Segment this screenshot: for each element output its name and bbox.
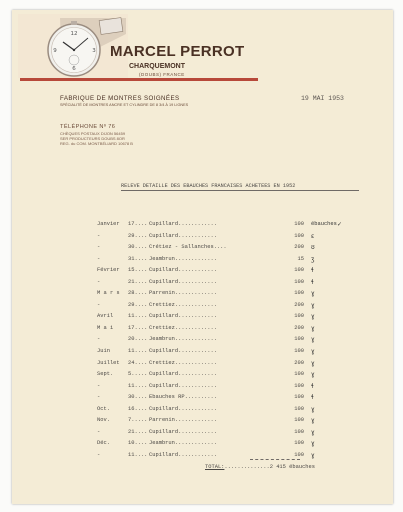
row-quantity: 100 (294, 221, 304, 227)
row-supplier: Crettiez............. (149, 359, 217, 366)
row-day: 29.... (128, 232, 148, 239)
company-town: CHARQUEMONT (129, 63, 185, 70)
row-quantity: 100 (294, 336, 304, 343)
row-supplier: Cupillard............ (149, 232, 217, 239)
row-month: - (97, 232, 101, 239)
row-month: - (97, 428, 101, 435)
row-month: - (97, 255, 101, 262)
contact-block (60, 124, 133, 147)
row-day: 11.... (128, 313, 148, 320)
row-quantity: 100 (294, 348, 304, 355)
row-supplier: Cupillard............ (149, 405, 217, 412)
document-title: RELEVE DETAILLE DES EBAUCHES FRANCAISES ACHETEES EN 1952 (121, 183, 296, 189)
letter-sheet (12, 10, 393, 504)
check-mark-icon: ɣ (311, 405, 315, 413)
total-separator (250, 459, 300, 460)
check-mark-icon: ɬ (311, 267, 314, 275)
svg-text:9: 9 (53, 48, 57, 54)
check-mark-icon: ɬ (311, 394, 314, 402)
contact-line: SER PRODUCTEURS DOUBS 8OR (60, 136, 125, 142)
row-supplier: Crettiez............. (149, 301, 217, 308)
row-supplier: Cupillard............ (149, 348, 217, 355)
row-day: 7..... (128, 417, 148, 424)
row-day: 21.... (128, 278, 148, 285)
row-month: - (97, 451, 101, 458)
row-day: 17.... (128, 324, 148, 331)
row-supplier: Cupillard............ (149, 278, 217, 285)
company-description: FABRIQUE DE MONTRES SOIGNÉES (60, 95, 180, 102)
letterhead-divider (20, 78, 258, 81)
row-month: - (97, 336, 101, 343)
total-label: TOTAL: (205, 464, 225, 470)
title-underline (121, 190, 359, 191)
row-supplier: Parrenin............. (149, 290, 217, 297)
row-month: Février (97, 267, 120, 274)
row-day: 20.... (128, 336, 148, 343)
row-month: Avril (97, 313, 114, 320)
company-speciality: SPÉCIALITÉ DE MONTRES ANCRE ET CYLINDRE DE 8 3/4 À 19 LIGNES (60, 103, 189, 107)
row-month: Janvier (97, 221, 120, 227)
row-quantity: 100 (294, 382, 304, 389)
check-mark-icon: ɣ (311, 417, 315, 425)
row-day: 30.... (128, 394, 148, 401)
row-month: - (97, 394, 101, 401)
row-quantity: 15 (297, 255, 304, 262)
row-month: Déc. (97, 440, 110, 447)
row-quantity: 200 (294, 301, 304, 308)
row-quantity: 100 (294, 278, 304, 285)
company-brand-name: MARCEL PERROT (110, 43, 245, 60)
row-quantity: 100 (294, 290, 304, 297)
row-day: 11.... (128, 451, 148, 458)
row-supplier: Cupillard............ (149, 267, 217, 274)
check-mark-icon: ɣ (311, 359, 315, 367)
row-month: Nov. (97, 417, 110, 424)
row-quantity: 100 (294, 440, 304, 447)
check-mark-icon: ɣ (311, 428, 315, 436)
row-day: 17.... (128, 221, 148, 227)
company-region: (DOUBS) FRANCE (139, 72, 185, 77)
row-month: M a r s (97, 290, 120, 297)
svg-text:3: 3 (92, 48, 96, 54)
check-mark-icon: ɣ (311, 451, 315, 459)
row-month: - (97, 301, 101, 308)
row-month: - (97, 244, 101, 251)
check-mark-icon: ɬ (311, 382, 314, 390)
check-mark-icon: ɣ (311, 336, 315, 344)
row-quantity: 200 (294, 359, 304, 366)
row-supplier: Ebauches RP.......... (149, 394, 217, 401)
row-month: Sept. (97, 371, 114, 378)
total-value: 2 415 ébauches (269, 464, 316, 470)
row-day: 16.... (128, 405, 148, 412)
row-supplier: Crétiez - Sallanches.... (149, 244, 227, 251)
row-day: 28.... (128, 290, 148, 297)
check-mark-icon: ɣ (311, 371, 315, 379)
row-quantity: 100 (294, 313, 304, 320)
row-supplier: Jeambrun............. (149, 255, 217, 262)
svg-text:12: 12 (70, 31, 78, 37)
row-month: Oct. (97, 405, 110, 412)
row-quantity: 200 (294, 244, 304, 251)
check-mark-icon: ɣ (311, 313, 315, 321)
row-supplier: Jeambrun............. (149, 336, 217, 343)
row-quantity: 100 (294, 371, 304, 378)
check-mark-icon: ɬ (311, 278, 314, 286)
check-mark-icon: ɣ (311, 348, 315, 356)
row-day: 31.... (128, 255, 148, 262)
contact-line: REG. du COM. MONTBÉLIARD 10678 B (60, 141, 133, 147)
row-quantity: 200 (294, 324, 304, 331)
row-quantity: 100 (294, 451, 304, 458)
row-supplier: Jeambrun............. (149, 440, 217, 447)
check-mark-icon: ɛ (311, 232, 315, 240)
row-month: Juillet (97, 359, 120, 366)
row-month: Juin (97, 348, 110, 355)
row-quantity: 100 (294, 267, 304, 274)
row-supplier: Cupillard............ (149, 382, 217, 389)
check-mark-icon: ɣ (311, 301, 315, 309)
row-day: 11.... (128, 382, 148, 389)
check-mark-icon: ɣ (311, 440, 315, 448)
row-day: 5..... (128, 371, 148, 378)
row-month: M a i (97, 324, 114, 331)
row-supplier: Cupillard............ (149, 451, 217, 458)
row-day: 30.... (128, 244, 148, 251)
row-quantity: 100 (294, 428, 304, 435)
row-day: 10.... (128, 440, 148, 447)
check-mark-icon: ʒ (311, 255, 315, 263)
row-day: 15.... (128, 267, 148, 274)
check-mark-icon: ✓ (337, 221, 343, 228)
row-quantity: 100 (294, 417, 304, 424)
row-month: - (97, 382, 101, 389)
row-supplier: Cupillard............ (149, 221, 217, 227)
check-mark-icon: ɣ (311, 290, 315, 298)
row-quantity: 100 (294, 405, 304, 412)
row-day: 24.... (128, 359, 148, 366)
row-quantity: 100 (294, 232, 304, 239)
contact-line: CHÈQUES POSTAUX DIJON 56459 (60, 131, 126, 136)
svg-text:6: 6 (72, 66, 76, 72)
check-mark-icon: ɣ (311, 324, 315, 332)
row-supplier: Parrenin............. (149, 417, 217, 424)
watch-logo (18, 14, 128, 106)
check-mark-icon: ʊ (311, 244, 315, 252)
row-day: 29.... (128, 301, 148, 308)
letter-date: 19 MAI 1953 (301, 95, 344, 102)
total-row (205, 464, 315, 470)
total-dots: .............. (224, 464, 270, 470)
row-supplier: Cupillard............ (149, 313, 217, 320)
row-quantity: 100 (294, 394, 304, 401)
row-day: 21.... (128, 428, 148, 435)
telephone-number: TÉLÉPHONE Nº 76 (60, 124, 116, 130)
row-month: - (97, 278, 101, 285)
row-supplier: Cupillard............ (149, 371, 217, 378)
row-note: ébauches (311, 221, 337, 227)
row-day: 11.... (128, 348, 148, 355)
row-supplier: Cupillard............ (149, 428, 217, 435)
row-supplier: Crettiez............. (149, 324, 217, 331)
